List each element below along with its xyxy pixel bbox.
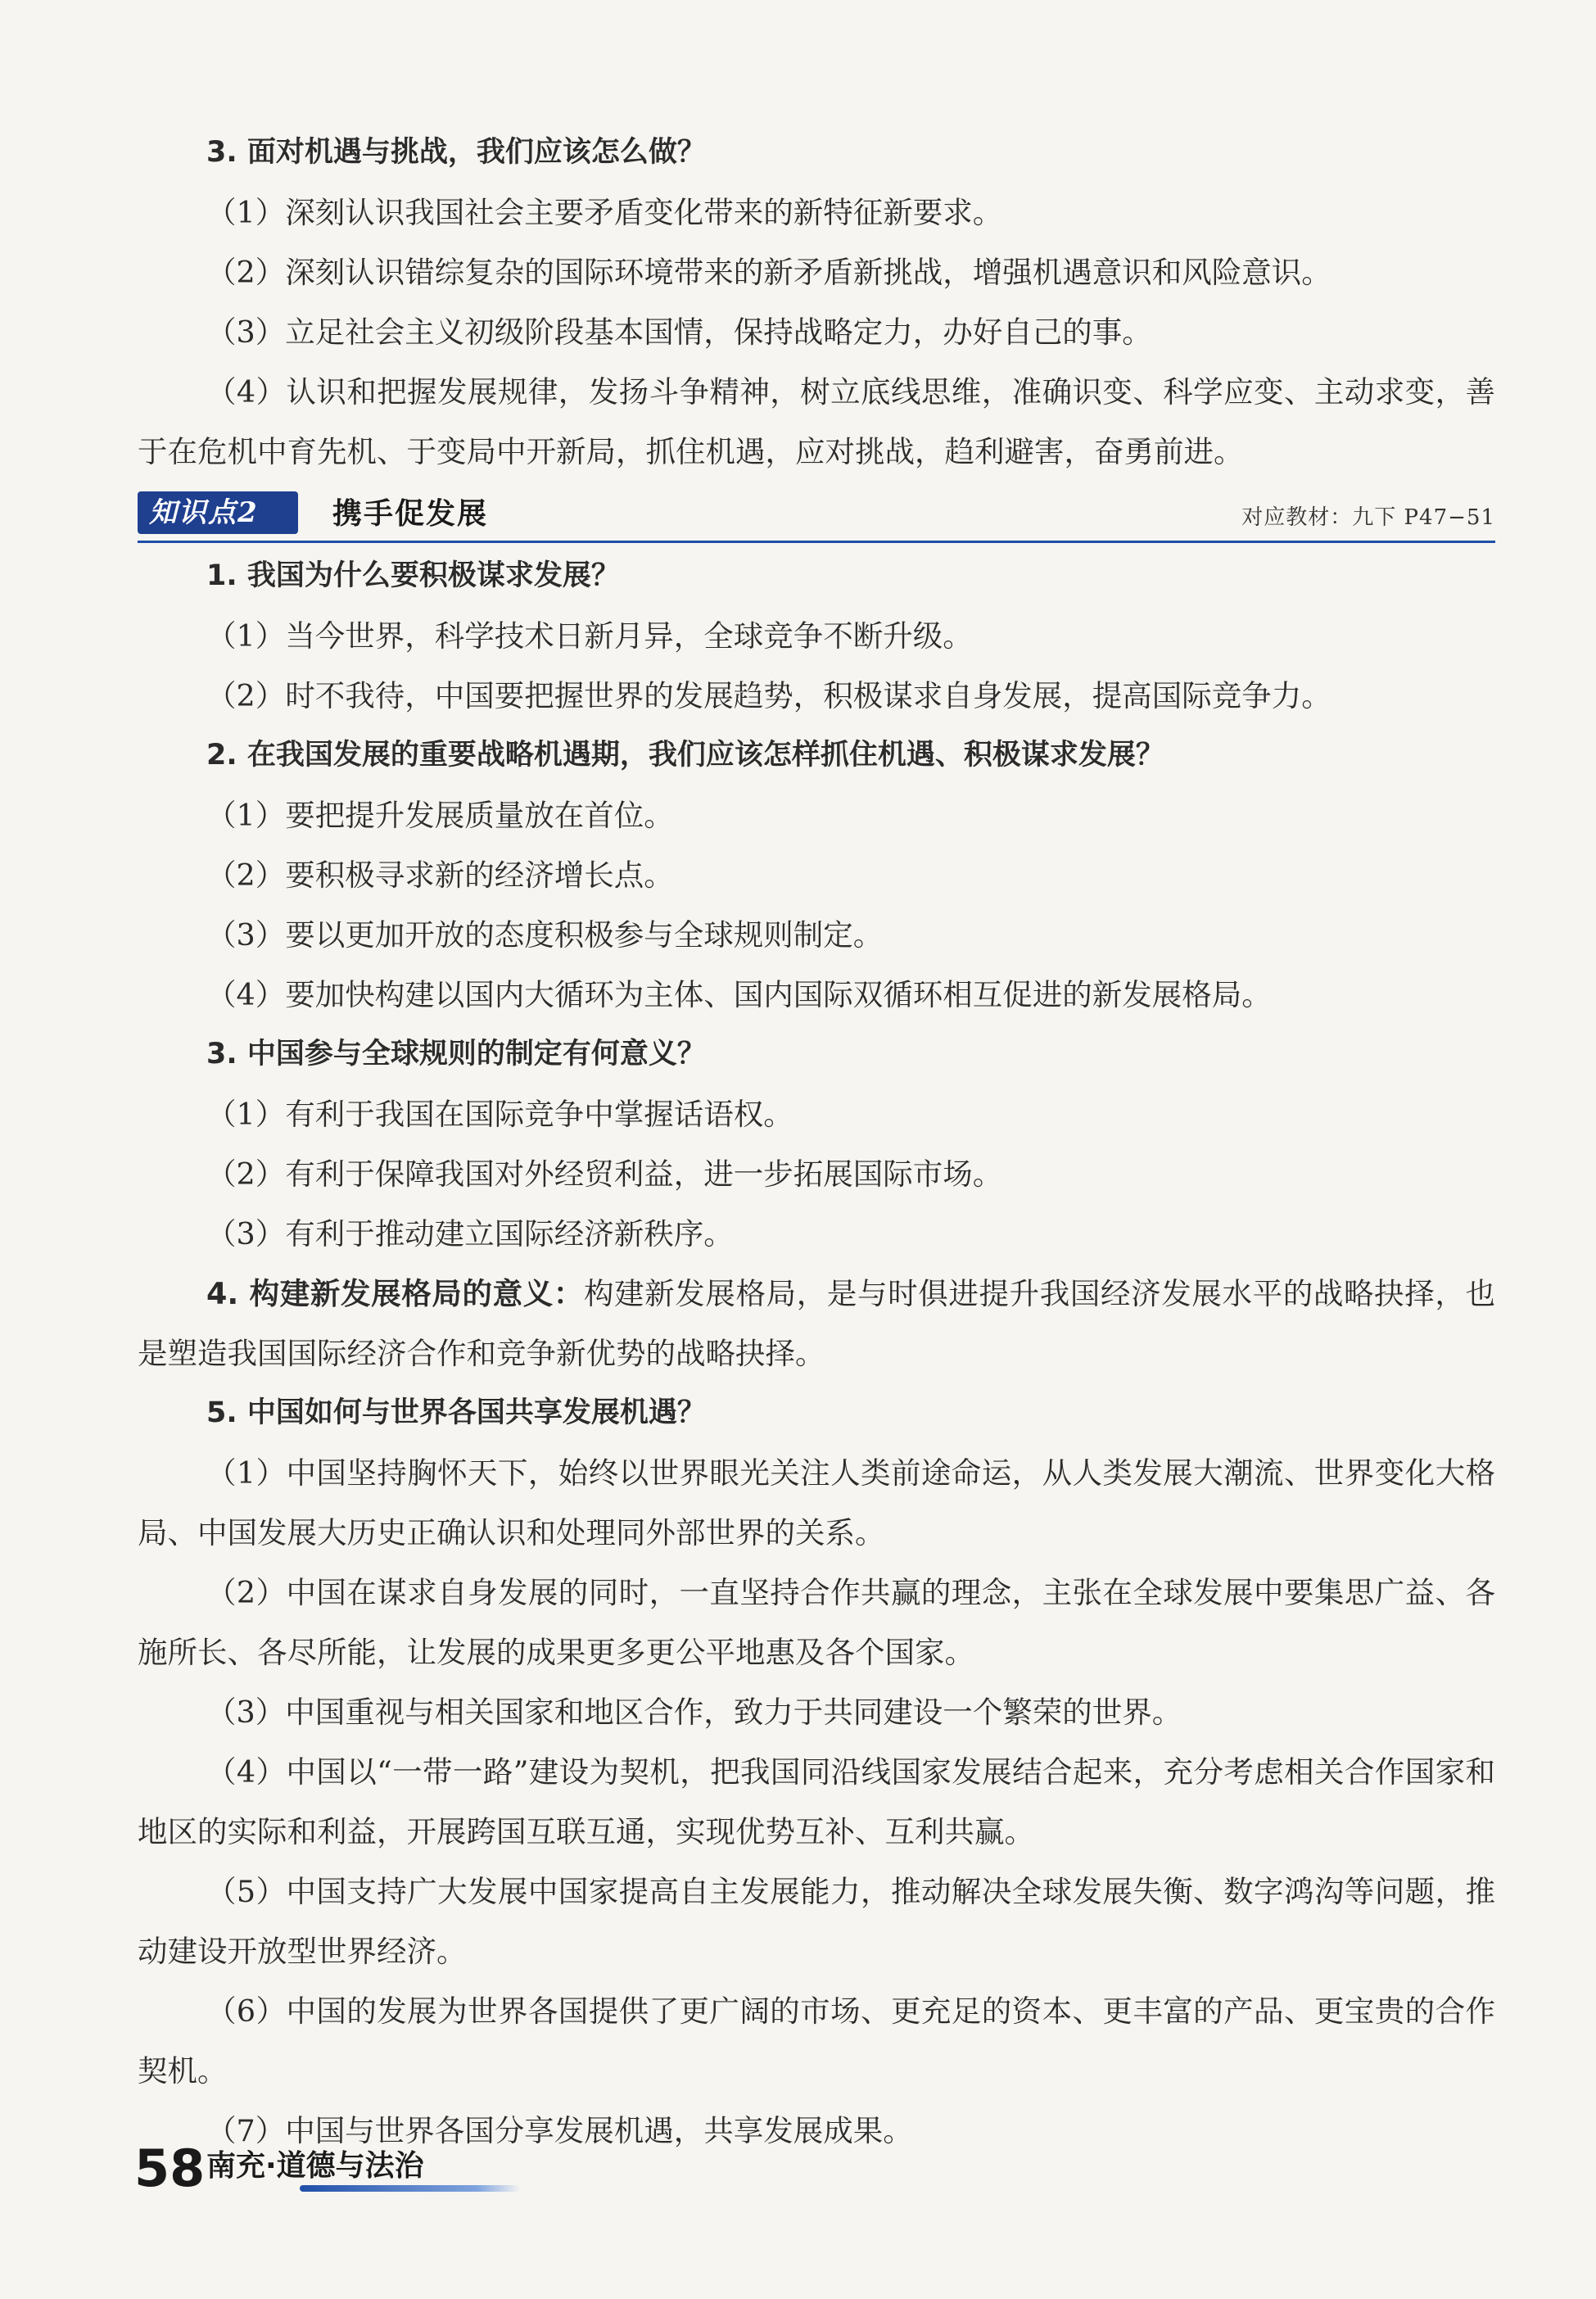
- answer-item: （2）时不我待，中国要把握世界的发展趋势，积极谋求自身发展，提高国际竞争力。: [206, 678, 1332, 713]
- knowledge-point-badge: 知识点2: [138, 491, 298, 534]
- answer-item: （3）有利于推动建立国际经济新秩序。: [206, 1216, 734, 1251]
- answer-item: （1）要把提升发展质量放在首位。: [206, 798, 674, 833]
- decorative-underline: [300, 2185, 521, 2192]
- answer-item: （4）认识和把握发展规律，发扬斗争精神，树立底线思维，准确识变、科学应变、主动求变，善于在危机中育先机、于变局中开新局，抓住机遇，应对挑战，趋利避害，奋勇前进。: [138, 374, 1495, 469]
- answer-item: （7）中国与世界各国分享发展机遇，共享发展成果。: [206, 2113, 913, 2148]
- answer-item: （2）要积极寻求新的经济增长点。: [206, 858, 674, 893]
- answer-item: （6）中国的发展为世界各国提供了更广阔的市场、更充足的资本、更丰富的产品、更宝贵的合作契机。: [138, 1994, 1495, 2089]
- answer-item: （5）中国支持广大发展中国家提高自主发展能力，推动解决全球发展失衡、数字鸿沟等问题，推动建设开放型世界经济。: [138, 1874, 1495, 1969]
- question-heading: 2. 在我国发展的重要战略机遇期，我们应该怎样抓住机遇、积极谋求发展？: [206, 739, 1164, 772]
- answer-item: （1）深刻认识我国社会主要矛盾变化带来的新特征新要求。: [206, 195, 1003, 230]
- page-content: [138, 123, 1495, 2161]
- question-heading: 5. 中国如何与世界各国共享发展机遇？: [206, 1396, 706, 1429]
- knowledge-point-title: 携手促发展: [332, 497, 489, 531]
- answer-item: （2）深刻认识错综复杂的国际环境带来的新矛盾新挑战，增强机遇意识和风险意识。: [206, 255, 1332, 290]
- answer-item: （1）当今世界，科学技术日新月异，全球竞争不断升级。: [206, 618, 973, 654]
- answer-item: （2）中国在谋求自身发展的同时，一直坚持合作共赢的理念，主张在全球发展中要集思广益、各施所长、各尽所能，让发展的成果更多更公平地惠及各个国家。: [138, 1575, 1495, 1670]
- question-heading: 3. 中国参与全球规则的制定有何意义？: [206, 1038, 706, 1070]
- significance-text: 构建新发展格局，是与时俱进提升我国经济发展水平的战略抉择，也是塑造我国国际经济合作和竞争新优势的战略抉择。: [138, 1276, 1495, 1371]
- question-heading: 3. 面对机遇与挑战，我们应该怎么做？: [206, 136, 706, 169]
- answer-item: （3）中国重视与相关国家和地区合作，致力于共同建设一个繁荣的世界。: [206, 1695, 1182, 1730]
- answer-item: （3）立足社会主义初级阶段基本国情，保持战略定力，办好自己的事。: [206, 315, 1152, 350]
- book-title: 南充·道德与法治: [206, 2149, 424, 2183]
- knowledge-point-header: [138, 487, 1495, 543]
- page-number: 58: [134, 2138, 206, 2198]
- answer-item: （1）中国坚持胸怀天下，始终以世界眼光关注人类前途命运，从人类发展大潮流、世界变化大格局、中国发展大历史正确认识和处理同外部世界的关系。: [138, 1455, 1495, 1550]
- answer-item: （4）中国以“一带一路”建设为契机，把我国同沿线国家发展结合起来，充分考虑相关合作国家和地区的实际和利益，开展跨国互联互通，实现优势互补、互利共赢。: [138, 1754, 1495, 1849]
- answer-item: （4）要加快构建以国内大循环为主体、国内国际双循环相互促进的新发展格局。: [206, 977, 1272, 1012]
- textbook-reference: 对应教材：九下 P47−51: [1241, 505, 1495, 530]
- answer-item: （2）有利于保障我国对外经贸利益，进一步拓展国际市场。: [206, 1156, 1003, 1192]
- answer-item: （3）要以更加开放的态度积极参与全球规则制定。: [206, 917, 884, 953]
- question-heading: 1. 我国为什么要积极谋求发展？: [206, 559, 620, 592]
- significance-paragraph: [138, 1264, 1495, 1383]
- significance-lead: 4. 构建新发展格局的意义：: [206, 1276, 584, 1311]
- answer-item: （1）有利于我国在国际竞争中掌握话语权。: [206, 1097, 793, 1132]
